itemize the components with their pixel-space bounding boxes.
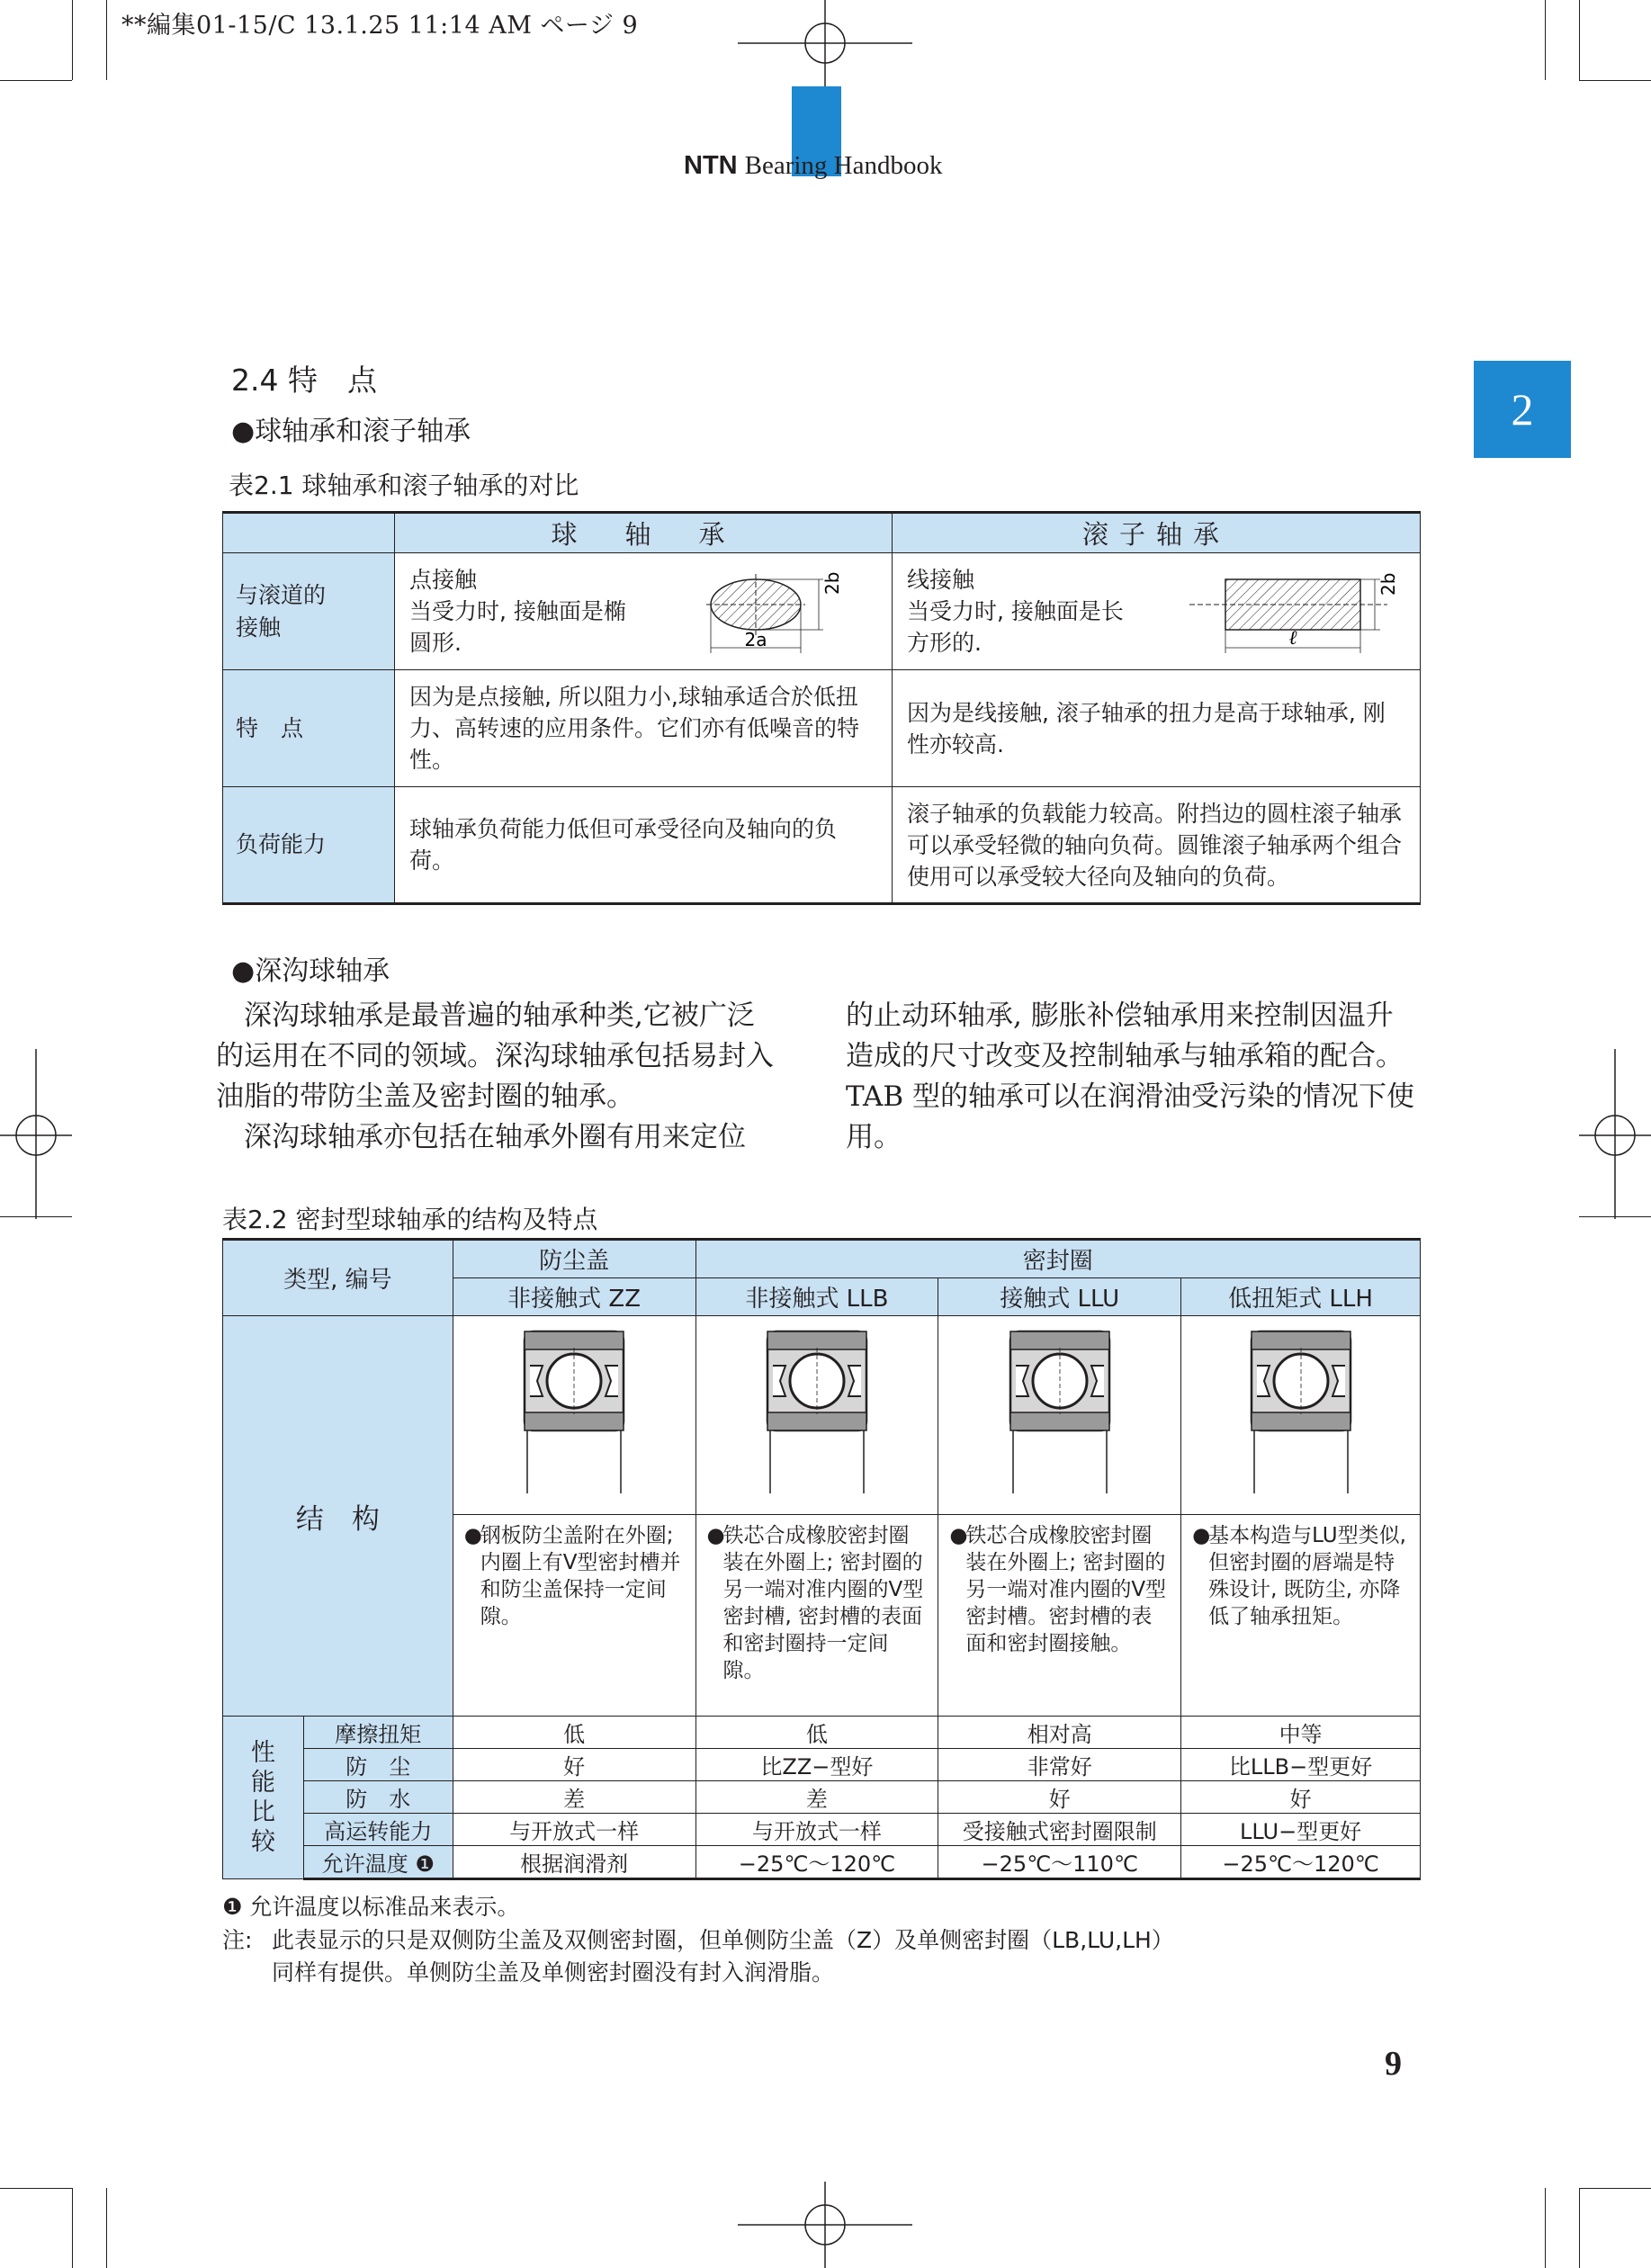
col-zz: 非接触式 ZZ	[453, 1278, 695, 1316]
seal-group-header: 密封圈	[695, 1240, 1420, 1278]
table-cell: 与开放式一样	[453, 1814, 695, 1846]
page-number: 9	[1385, 2045, 1402, 2083]
ellipse-width-label: 2a	[744, 628, 767, 650]
performance-group-label: 性 能 比 较	[223, 1717, 304, 1879]
roller-contact-text: 线接触 当受力时, 接触面是长 方形的.	[907, 567, 1124, 656]
col-llu: 接触式 LLU	[938, 1278, 1181, 1316]
running-head	[684, 149, 942, 181]
structure-label: 结 构	[223, 1316, 453, 1717]
perf-label-torque: 摩擦扭矩	[303, 1717, 453, 1749]
chapter-tab: 2	[1474, 361, 1571, 458]
table-cell: 低	[695, 1717, 938, 1749]
table-cell: 与开放式一样	[695, 1814, 938, 1846]
llu-bearing-diagram	[938, 1316, 1181, 1515]
table-row	[223, 787, 1421, 904]
col-ball-bearing: 球 轴 承	[395, 513, 893, 553]
table-cell: −25℃～120℃	[1181, 1846, 1421, 1879]
table-cell: 比LLB−型更好	[1181, 1749, 1421, 1781]
table-row	[223, 670, 1421, 787]
ball-load-text: 球轴承负荷能力低但可承受径向及轴向的负荷。	[395, 787, 893, 904]
roller-load-text: 滚子轴承的负载能力较高。附挡边的圆柱滚子轴承可以承受轻微的轴向负荷。圆锥滚子轴承两个组合使用可以承受较大径向及轴向的负荷。	[893, 787, 1421, 904]
llb-bearing-diagram	[695, 1316, 938, 1515]
table-cell: 非常好	[938, 1749, 1181, 1781]
note-line-1: 此表显示的只是双侧防尘盖及双侧密封圈，但单侧防尘盖（Z）及单侧密封圈（LB,LU,LH）	[272, 1927, 1174, 1953]
table2-caption: 表2.2 密封型球轴承的结构及特点	[222, 1205, 598, 1234]
table-cell: 好	[938, 1781, 1181, 1814]
table-cell: 根据润滑剂	[453, 1846, 695, 1879]
table-cell: 好	[1181, 1781, 1421, 1814]
row-header-load: 负荷能力	[223, 787, 395, 904]
table-header-row	[223, 513, 1421, 553]
perf-label-dust: 防 尘	[303, 1749, 453, 1781]
print-header: **編集01-15/C 13.1.25 11:14 AM ページ 9	[121, 12, 639, 40]
table-cell: 受接触式密封圈限制	[938, 1814, 1181, 1846]
ellipse-height-label: 2b	[821, 571, 843, 595]
ball-features-text: 因为是点接触, 所以阻力小,球轴承适合於低扭力、高转速的应用条件。它们亦有低噪音的特性。	[395, 670, 893, 787]
brand-name: NTN	[684, 151, 738, 180]
perf-label-water: 防 水	[303, 1781, 453, 1814]
type-label: 类型, 编号	[223, 1240, 453, 1316]
running-title: Bearing Handbook	[744, 151, 943, 180]
bullet-heading-1: ●球轴承和滚子轴承	[231, 416, 471, 447]
zz-description: ● 钢板防尘盖附在外圈;内圈上有V型密封槽并和防尘盖保持一定间隙。	[453, 1515, 695, 1717]
table-cell: 好	[453, 1749, 695, 1781]
col-roller-bearing: 滚子轴承	[893, 513, 1421, 553]
paragraph-right: 的止动环轴承, 膨胀补偿轴承用来控制因温升造成的尺寸改变及控制轴承与轴承箱的配合。TAB 型的轴承可以在润滑油受污染的情况下使用。	[846, 1000, 1415, 1153]
note-label: 注:	[222, 1927, 253, 1953]
rect-length-label: ℓ	[1288, 626, 1297, 650]
table-cell: 比ZZ−型好	[695, 1749, 938, 1781]
table-row	[223, 553, 1421, 670]
row-header-features: 特 点	[223, 670, 395, 787]
shield-group-header: 防尘盖	[453, 1240, 695, 1278]
sealed-bearing-table	[222, 1238, 1421, 1880]
llb-description: ● 铁芯合成橡胶密封圈装在外圈上; 密封圈的另一端对准内圈的V型密封槽, 密封槽的表面和密封圈持一定间隙。	[695, 1515, 938, 1717]
table-cell: 中等	[1181, 1717, 1421, 1749]
comparison-table	[222, 511, 1421, 905]
perf-label-temperature: 允许温度 ❶	[303, 1846, 453, 1879]
table-cell: 低	[453, 1717, 695, 1749]
bullet-heading-2: ●深沟球轴承	[231, 955, 390, 987]
perf-label-speed: 高运转能力	[303, 1814, 453, 1846]
table-cell: 差	[453, 1781, 695, 1814]
note-line-2: 同样有提供。单侧防尘盖及单侧密封圈没有封入润滑脂。	[272, 1959, 835, 1986]
rect-height-label: 2b	[1377, 572, 1399, 596]
zz-bearing-diagram	[453, 1316, 695, 1515]
table-cell: LLU−型更好	[1181, 1814, 1421, 1846]
bullet-icon: ●	[231, 955, 256, 987]
rectangle-contact-diagram	[1189, 567, 1405, 657]
col-llh: 低扭矩式 LLH	[1181, 1278, 1421, 1316]
col-llb: 非接触式 LLB	[695, 1278, 938, 1316]
table1-caption: 表2.1 球轴承和滚子轴承的对比	[229, 471, 579, 500]
bullet-icon: ●	[231, 416, 256, 447]
table-cell: 相对高	[938, 1717, 1181, 1749]
roller-features-text: 因为是线接触, 滚子轴承的扭力是高于球轴承, 刚性亦较高.	[893, 670, 1421, 787]
table-cell: 差	[695, 1781, 938, 1814]
footnote-1: ❶ 允许温度以标准品来表示。	[222, 1894, 520, 1920]
footnote-marker: ❶	[415, 1851, 435, 1877]
ball-contact-text: 点接触 当受力时, 接触面是椭 圆形.	[409, 567, 626, 656]
section-heading: 2.4 特 点	[231, 363, 377, 398]
paragraph-left: 深沟球轴承是最普遍的轴承种类,它被广泛的运用在不同的领域。深沟球轴承包括易封入油脂的带防尘盖及密封圈的轴承。 深沟球轴承亦包括在轴承外圈有用来定位	[216, 1000, 774, 1153]
table-cell: −25℃～120℃	[695, 1846, 938, 1879]
table-cell: −25℃～110℃	[938, 1846, 1181, 1879]
llh-bearing-diagram	[1181, 1316, 1421, 1515]
llh-description: ● 基本构造与LU型类似, 但密封圈的唇端是特殊设计, 既防尘, 亦降低了轴承扭矩。	[1181, 1515, 1421, 1717]
row-header-contact: 与滚道的 接触	[223, 553, 395, 670]
llu-description: ● 铁芯合成橡胶密封圈装在外圈上; 密封圈的另一端对准内圈的V型密封槽。密封槽的表面和密封圈接触。	[938, 1515, 1181, 1717]
ellipse-contact-diagram	[688, 567, 877, 657]
